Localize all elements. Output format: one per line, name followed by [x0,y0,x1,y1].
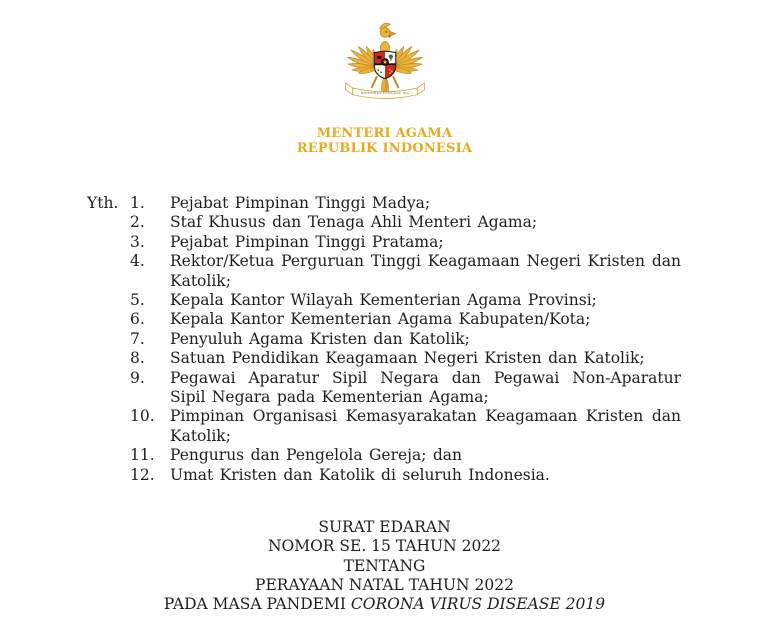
document-title-block [0,518,769,614]
recipient-number: 5. [130,291,145,310]
recipient-text: Pimpinan Organisasi Kemasyarakatan Keagamaan Kristen dan Katolik; [170,407,681,445]
recipient-text: Pengurus dan Pengelola Gereja; dan [170,446,463,465]
ministry-country: REPUBLIK INDONESIA [296,140,473,156]
recipient-item [130,194,681,213]
tentang-label: TENTANG [343,556,426,575]
recipient-text: Pejabat Pimpinan Tinggi Pratama; [170,232,444,251]
recipient-item [130,369,681,408]
ministry-title-block [0,127,769,156]
recipients-list [130,194,681,485]
garuda-eye [385,31,387,33]
subject-pandemic-italic: CORONA VIRUS DISEASE 2019 [350,595,606,614]
recipient-item [130,446,681,465]
garuda-pancasila-emblem [332,19,438,105]
recipient-text: Kepala Kantor Kementerian Agama Kabupaten/Kota; [170,310,591,329]
recipient-text: Satuan Pendidikan Keagamaan Negeri Kristen dan Katolik; [170,349,645,368]
recipient-item [130,349,681,368]
recipient-item [130,310,681,329]
recipient-number: 9. [130,368,145,387]
recipient-text: Umat Kristen dan Katolik di seluruh Indonesia. [170,465,550,484]
recipient-text: Rektor/Ketua Perguruan Tinggi Keagamaan Negeri Kristen dan Katolik; [170,252,681,290]
recipient-number: 3. [130,232,145,251]
recipient-number: 6. [130,310,145,329]
recipient-number: 4. [130,252,145,271]
recipients-section [87,194,681,485]
recipient-text: Staf Khusus dan Tenaga Ahli Menteri Agama; [170,213,538,232]
recipient-number: 2. [130,213,145,232]
recipient-number: 12. [130,465,155,484]
salutation-label: Yth. [87,194,119,212]
recipient-item [130,252,681,291]
recipient-text: Penyuluh Agama Kristen dan Katolik; [170,329,470,348]
recipient-item [130,407,681,446]
recipient-number: 1. [130,194,145,212]
recipient-number: 7. [130,329,145,348]
letterhead [0,0,769,156]
document-number: NOMOR SE. 15 TAHUN 2022 [267,537,502,556]
subject-line: PERAYAAN NATAL TAHUN 2022 [255,575,514,594]
recipient-text: Pejabat Pimpinan Tinggi Madya; [170,194,431,212]
subject-pandemic-normal: PADA MASA PANDEMI [163,595,351,614]
recipient-item [130,330,681,349]
recipient-item [130,213,681,232]
recipient-number: 10. [130,407,155,426]
recipient-item [130,291,681,310]
recipient-number: 11. [130,446,155,465]
subject-pandemic-line [0,595,769,614]
pancasila-shield [373,49,396,80]
recipient-number: 8. [130,349,145,368]
garuda-head [380,28,390,38]
ministry-name: MENTERI AGAMA [316,126,453,141]
emblem-container [0,19,769,105]
recipient-text: Kepala Kantor Wilayah Kementerian Agama Provinsi; [170,291,597,310]
emblem-banner-text: BHINNEKA TUNGGAL IKA [360,90,409,95]
document-type: SURAT EDARAN [318,518,451,537]
recipient-text: Pegawai Aparatur Sipil Negara dan Pegawai Non-Aparatur Sipil Negara pada Kementerian Agama; [170,368,681,407]
recipient-item [130,466,681,485]
recipient-item [130,233,681,252]
